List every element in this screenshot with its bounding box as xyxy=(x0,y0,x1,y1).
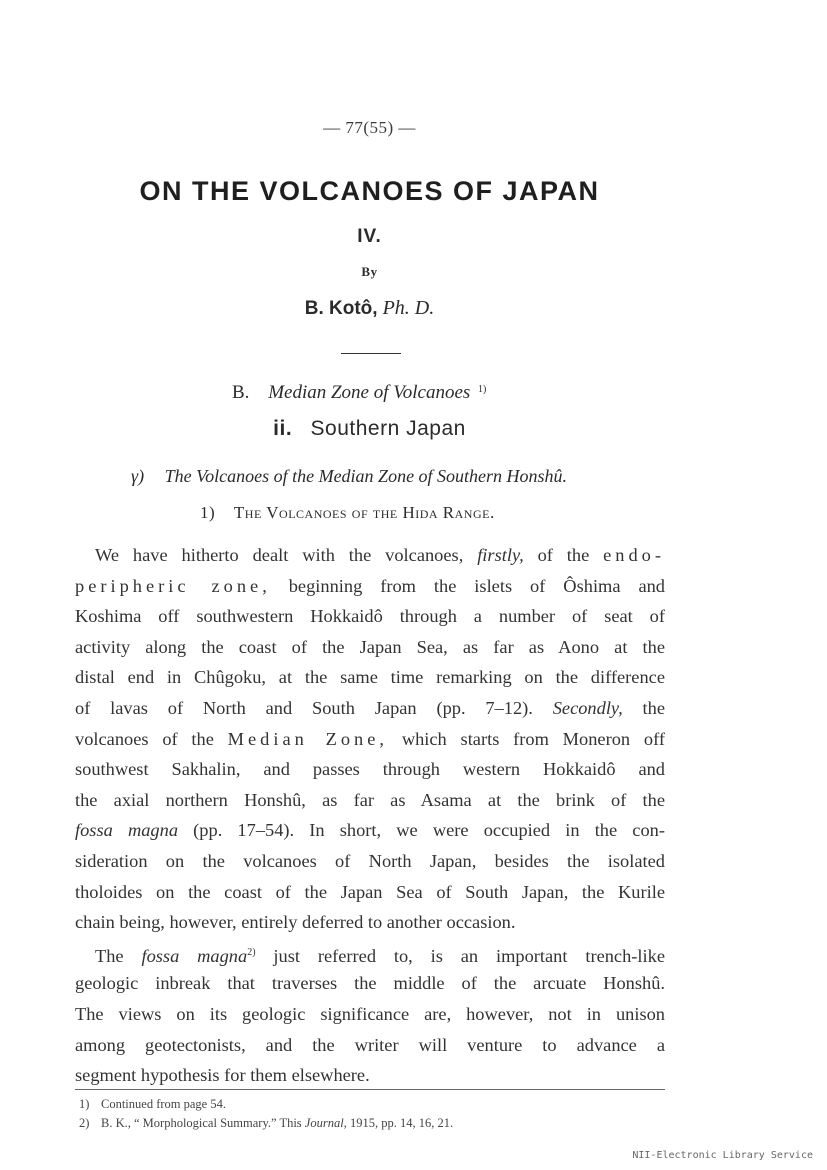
title-rule xyxy=(341,353,401,354)
text-line: geologic inbreak that traverses the middle of the arcuate Honshû. xyxy=(75,973,665,994)
footnote-journal: Journal, xyxy=(304,1116,347,1130)
section-label: B. xyxy=(232,382,250,403)
text-line: southwest Sakhalin, and passes through western Hokkaidô and xyxy=(75,759,665,780)
section-heading xyxy=(232,382,486,404)
author-degree: Ph. D. xyxy=(382,297,435,319)
text-line: tholoides on the coast of the Japan Sea of South Japan, the Kurile xyxy=(75,881,665,902)
subsection-heading xyxy=(0,417,739,441)
footnote-1 xyxy=(79,1095,453,1114)
text-line: of lavas of North and South Japan (pp. 7–12). Secondly, the xyxy=(75,697,665,718)
footnote-text: Continued from page 54. xyxy=(101,1097,226,1111)
subheading-1 xyxy=(200,503,495,523)
subsection-title: Southern Japan xyxy=(310,417,466,440)
text-line: peripheric zone, beginning from the islets of Ôshima and xyxy=(75,575,666,596)
subsection-number: ii. xyxy=(273,417,293,440)
author-name: B. Kotô, xyxy=(304,298,378,319)
footnote-ref: 2) xyxy=(247,946,256,958)
author xyxy=(0,297,739,320)
footnote-text: B. K., “ Morphological Summary.” This xyxy=(101,1116,305,1130)
footnote-rule xyxy=(75,1089,665,1090)
footnote-number: 1) xyxy=(79,1097,90,1111)
footnote-number: 2) xyxy=(79,1116,90,1130)
page-number: — 77(55) — xyxy=(323,118,416,137)
footnote-text-end: 1915, pp. 14, 16, 21. xyxy=(346,1116,454,1130)
text-line: Koshima off southwestern Hokkaidô through a number of seat of xyxy=(75,606,665,627)
text-line: sideration on the volcanoes of North Japan, besides the isolated xyxy=(75,850,665,871)
section-footnote-ref: 1) xyxy=(478,384,487,395)
text-line: fossa magna (pp. 17–54). In short, we were occupied in the con- xyxy=(75,820,665,841)
footnotes xyxy=(79,1095,453,1133)
gamma-title: The Volcanoes of the Median Zone of Southern Honshû. xyxy=(164,466,568,486)
library-watermark: NII-Electronic Library Service xyxy=(632,1150,813,1161)
section-title: Median Zone of Volcanoes xyxy=(268,382,471,403)
text-line: segment hypothesis for them elsewhere. xyxy=(75,1065,370,1086)
byline-label: By xyxy=(361,264,378,279)
text-line: the axial northern Honshû, as far as Asama at the brink of the xyxy=(75,789,665,810)
text-line: The views on its geologic significance are, however, not in unison xyxy=(75,1003,665,1024)
gamma-marker: γ) xyxy=(131,466,145,486)
article-title: ON THE VOLCANOES OF JAPAN xyxy=(139,176,600,206)
text-line: activity along the coast of the Japan Sea, as far as Aono at the xyxy=(75,636,665,657)
text-line: The fossa magna$^{2)}$ just referred to, is an important trench-like xyxy=(95,945,665,966)
gamma-heading xyxy=(131,466,567,487)
subheading-1-title: The Volcanoes of the Hida Range. xyxy=(233,503,495,522)
text-line: volcanoes of the Median Zone, which starts from Moneron off xyxy=(75,728,665,749)
body-text xyxy=(75,540,665,1091)
text-line: distal end in Chûgoku, at the same time remarking on the difference xyxy=(75,667,665,688)
footnote-2 xyxy=(79,1114,453,1133)
text-line: among geotectonists, and the writer will venture to advance a xyxy=(75,1034,665,1055)
text-line: We have hitherto dealt with the volcanoes, firstly, of the endo- xyxy=(95,545,665,565)
text-line: chain being, however, entirely deferred to another occasion. xyxy=(75,912,516,933)
article-part: IV. xyxy=(357,226,382,247)
subheading-1-number: 1) xyxy=(200,503,216,522)
